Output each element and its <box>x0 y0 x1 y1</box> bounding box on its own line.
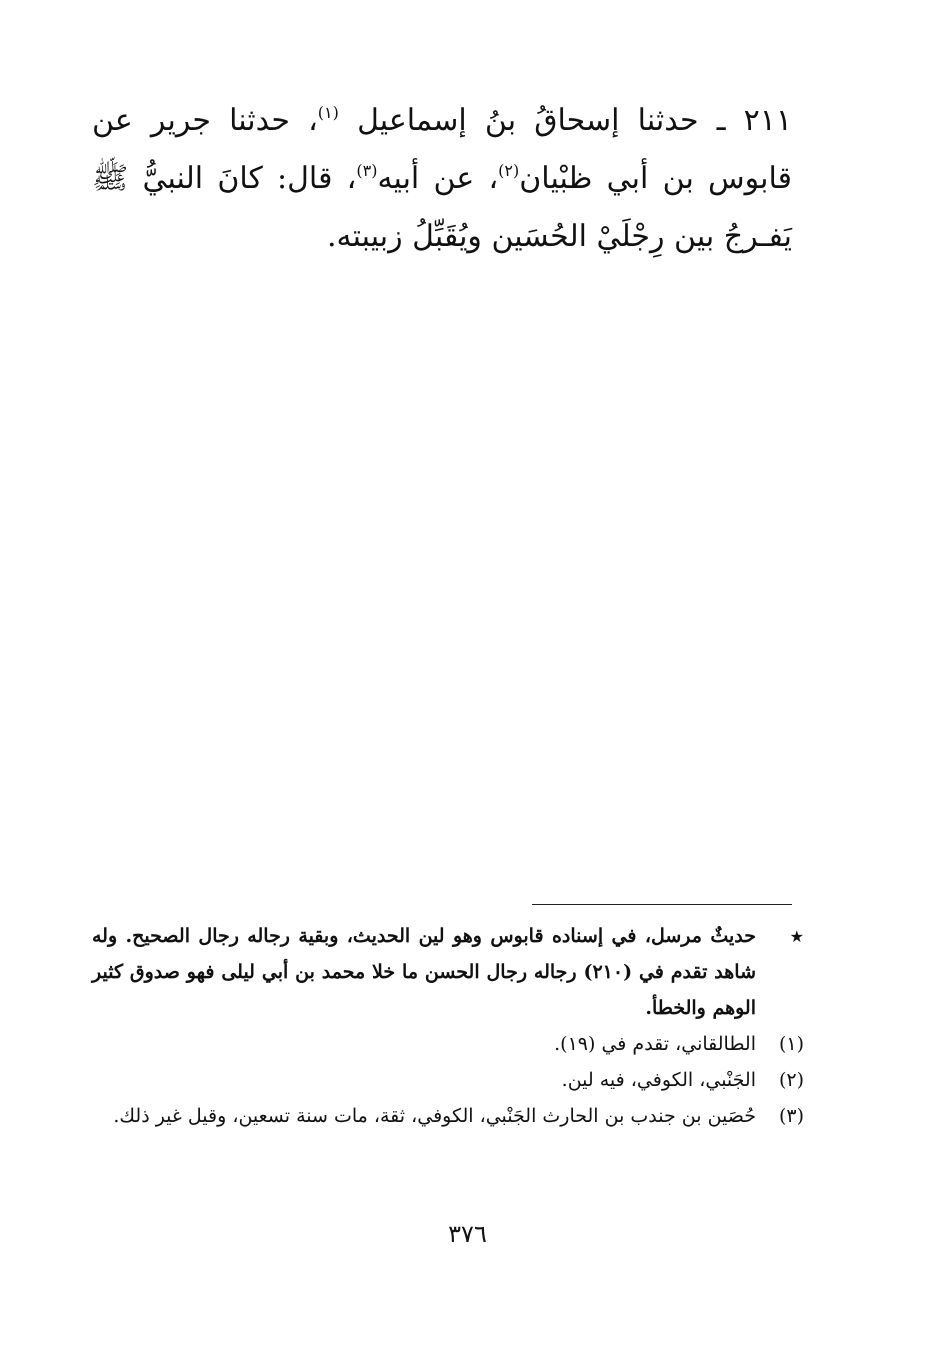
hadith-part-1: ٢١١ ـ حدثنا إسحاقُ بنُ إسماعيل <box>357 103 792 138</box>
footnote-2 <box>92 1062 804 1098</box>
star-icon: ★ <box>789 927 804 946</box>
footnote-2-text: الجَنْبي، الكوفي، فيه لين. <box>561 1069 756 1091</box>
footnotes-section <box>92 918 804 1134</box>
footnote-3 <box>92 1098 804 1134</box>
footnote-ref-1: (١) <box>317 103 339 122</box>
hadith-part-4: ، قال: كانَ النبيُّ ﷺ يَفـرجُ بين رِجْلَيْ الحُسَين ويُقَبِّلُ زبيبته. <box>92 161 792 254</box>
footnote-1 <box>92 1026 804 1062</box>
footnote-ref-3: (٣) <box>356 161 378 180</box>
hadith-part-2: ، حدثنا جرير عن قابوس بن أبي ظبْيان <box>92 103 792 196</box>
footnote-3-marker: (٣) <box>778 1105 804 1127</box>
footnote-star <box>92 918 804 1026</box>
footnote-1-text: الطالقاني، تقدم في (١٩). <box>554 1033 756 1055</box>
page-number: ٣٧٦ <box>448 1220 487 1248</box>
footnote-ref-2: (٢) <box>498 161 520 180</box>
footnote-2-marker: (٢) <box>778 1069 804 1091</box>
footnote-1-marker: (١) <box>778 1033 804 1055</box>
hadith-part-3: ، عن أبيه <box>377 161 499 196</box>
hadith-paragraph <box>92 92 792 266</box>
footnote-3-text: حُصَين بن جندب بن الحارث الجَنْبي، الكوفي، ثقة، مات سنة تسعين، وقيل غير ذلك. <box>113 1105 756 1127</box>
footnote-separator <box>532 904 792 905</box>
hadith-text <box>92 92 792 266</box>
footnote-star-text: حديثٌ مرسل، في إسناده قابوس وهو لين الحديث، وبقية رجاله رجال الصحيح. وله شاهد تقدم في (٢١٠) رجاله رجال الحسن ما خلا محمد بن أبي ليلى فهو صدوق كثير الوهم والخطأ. <box>92 925 756 1019</box>
